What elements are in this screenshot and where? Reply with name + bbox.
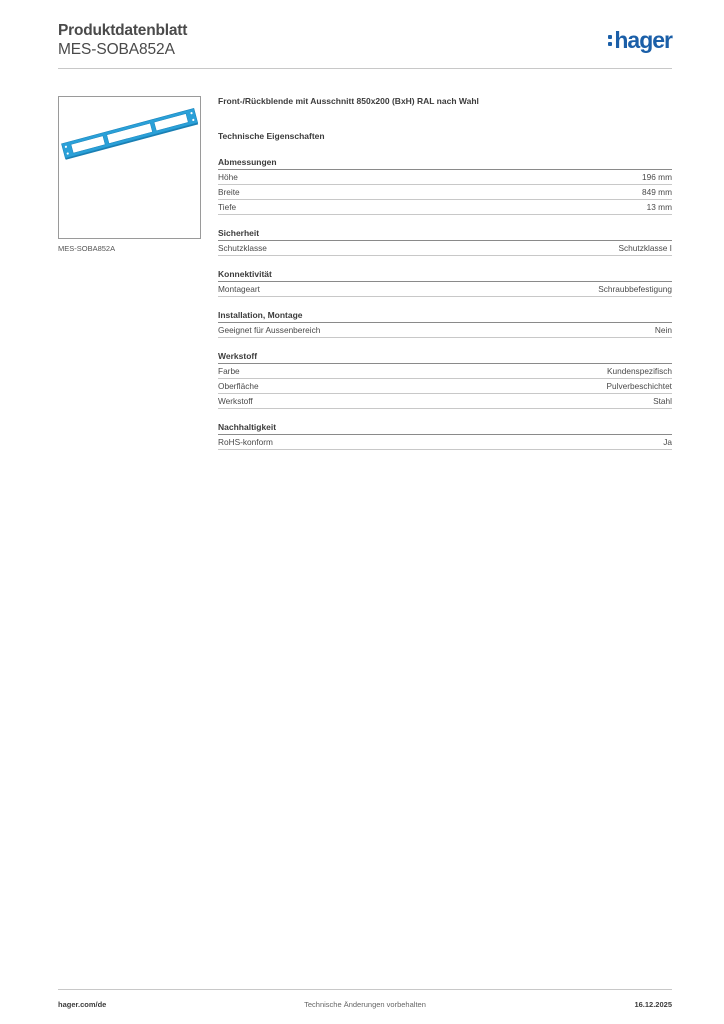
spec-row	[218, 241, 672, 256]
spec-row	[218, 170, 672, 185]
spec-panel	[218, 96, 672, 450]
spec-value: Stahl	[653, 396, 672, 406]
product-code: MES-SOBA852A	[58, 41, 175, 58]
logo-text: hager	[614, 27, 672, 53]
logo-dots-icon	[608, 35, 612, 46]
section-konnektivitaet	[218, 268, 672, 297]
spec-value: Schutzklasse I	[618, 243, 672, 253]
spec-row	[218, 379, 672, 394]
section-title: Werkstoff	[218, 350, 672, 364]
spec-value: Nein	[654, 325, 672, 335]
spec-value: Pulverbeschichtet	[606, 381, 672, 391]
footer-note: Technische Änderungen vorbehalten	[304, 1000, 426, 1009]
spec-label: Höhe	[218, 172, 238, 182]
spec-label: Tiefe	[218, 202, 237, 212]
spec-value: Schraubbefestigung	[598, 284, 672, 294]
spec-row	[218, 394, 672, 409]
section-title: Installation, Montage	[218, 309, 672, 323]
spec-row	[218, 364, 672, 379]
tech-properties-title: Technische Eigenschaften	[218, 131, 325, 141]
blue-front-panel-image	[59, 97, 200, 238]
product-image-frame	[58, 96, 201, 239]
section-werkstoff	[218, 350, 672, 409]
spec-value: 196 mm	[642, 172, 672, 182]
spec-value: 13 mm	[646, 202, 672, 212]
spec-row	[218, 200, 672, 215]
section-title: Abmessungen	[218, 156, 672, 170]
section-nachhaltigkeit	[218, 421, 672, 450]
spec-label: RoHS-konform	[218, 437, 273, 447]
product-description: Front-/Rückblende mit Ausschnitt 850x200 (BxH) RAL nach Wahl	[218, 96, 479, 106]
spec-label: Geeignet für Aussenbereich	[218, 325, 321, 335]
spec-label: Werkstoff	[218, 396, 253, 406]
hager-logo	[608, 28, 672, 52]
footer-website-link[interactable]: hager.com/de	[58, 1000, 107, 1009]
spec-label: Montageart	[218, 284, 260, 294]
footer-date: 16.12.2025	[634, 1000, 672, 1009]
spec-row	[218, 185, 672, 200]
section-title: Konnektivität	[218, 268, 672, 282]
image-caption: MES-SOBA852A	[58, 244, 116, 253]
spec-value: Ja	[663, 437, 672, 447]
spec-row	[218, 282, 672, 297]
section-title: Sicherheit	[218, 227, 672, 241]
document-header	[58, 22, 672, 69]
spec-label: Breite	[218, 187, 240, 197]
spec-label: Schutzklasse	[218, 243, 267, 253]
document-footer	[58, 989, 672, 1011]
section-title: Nachhaltigkeit	[218, 421, 672, 435]
section-installation-montage	[218, 309, 672, 338]
spec-label: Oberfläche	[218, 381, 259, 391]
document-title: Produktdatenblatt	[58, 22, 188, 39]
section-sicherheit	[218, 227, 672, 256]
spec-row	[218, 435, 672, 450]
spec-value: Kundenspezifisch	[606, 366, 672, 376]
spec-row	[218, 323, 672, 338]
spec-value: 849 mm	[642, 187, 672, 197]
spec-label: Farbe	[218, 366, 240, 376]
section-abmessungen	[218, 156, 672, 215]
